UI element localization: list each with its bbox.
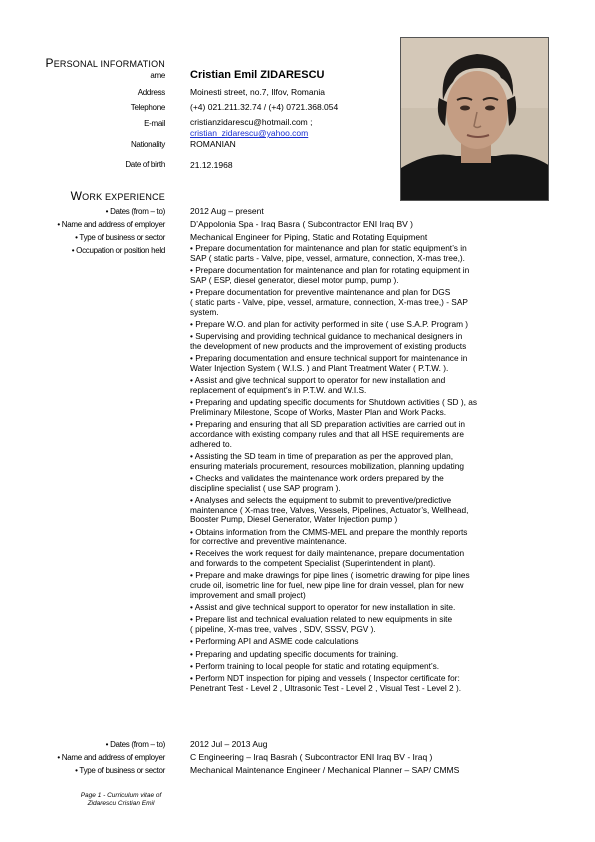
duty-line: • Receives the work request for daily maintenance, prepare documentation xyxy=(190,548,465,559)
duty-line: SAP ( static parts - Valve, pipe, vessel, armature, connection, X-mas tree,). xyxy=(190,252,465,263)
duty-item xyxy=(190,637,550,647)
duty-line: • Prepare and make drawings for pipe lines ( isometric drawing for pipe lines xyxy=(190,570,470,581)
duty-line: • Supervising and providing technical guidance to mechanical designers in xyxy=(190,330,463,341)
nationality-label: Nationality xyxy=(130,140,165,149)
job2-employer: C Engineering – Iraq Basrah ( Subcontractor ENI Iraq BV - Iraq ) xyxy=(190,752,433,762)
duty-line: • Perform training to local people for static and rotating equipment’s. xyxy=(190,660,440,671)
duty-line: SAP ( ESP, diesel generator, diesel motor pump, pump ). xyxy=(190,274,399,285)
duty-line: • Prepare documentation for preventive maintenance and plan for DGS xyxy=(190,286,451,297)
duty-item xyxy=(190,244,550,264)
job1-dates-label: • Dates (from – to) xyxy=(105,207,165,216)
job1-dates: 2012 Aug – present xyxy=(190,206,264,216)
telephone-label: Telephone xyxy=(130,103,165,112)
duty-item xyxy=(190,266,550,286)
job1-employer-label: • Name and address of employer xyxy=(57,220,165,229)
duty-item xyxy=(190,398,550,418)
duty-item xyxy=(190,615,550,635)
duty-line: • Assist and give technical support to operator for new installation and xyxy=(190,374,446,385)
duty-line: ( pipeline, X-mas tree, valves , SDV, SSSV, PGV ). xyxy=(190,624,376,635)
job2-employer-label: • Name and address of employer xyxy=(57,753,165,762)
duty-line: • Preparing and updating specific documents for Shutdown activities ( SD ), as xyxy=(190,396,477,407)
duty-item xyxy=(190,354,550,374)
duty-line: Booster Pump, Diesel Generator, Water Injection pump ) xyxy=(190,514,398,525)
duty-line: improvement and small project) xyxy=(190,590,306,601)
duty-item xyxy=(190,288,550,318)
duty-line: crude oil, isometric line for fuel, new pipe line for drain vessel, plan for new xyxy=(190,580,464,591)
duty-line: discipline specialist ( use SAP program ). xyxy=(190,482,341,493)
nationality-value: ROMANIAN xyxy=(190,139,236,149)
job2-dates: 2012 Jul – 2013 Aug xyxy=(190,739,268,749)
duty-line: the development of new products and the improvement of existing products xyxy=(190,340,467,351)
duty-line: • Preparing and ensuring that all SD preparation activities are carried out in xyxy=(190,418,466,429)
duty-line: • Prepare documentation for maintenance and plan for static equipment’s in xyxy=(190,243,467,253)
duty-line: Preliminary Milestone, Scope of Works, Master Plan and Work Packs. xyxy=(190,406,447,417)
dob-value: 21.12.1968 xyxy=(190,160,233,170)
personal-info-heading: PERSONAL INFORMATION xyxy=(45,56,165,70)
duty-line: • Prepare documentation for maintenance and plan for rotating equipment in xyxy=(190,264,470,275)
duty-line: • Obtains information from the CMMS-MEL and prepare the monthly reports xyxy=(190,526,468,537)
duty-item xyxy=(190,474,550,494)
duty-line: • Preparing and updating specific documents for training. xyxy=(190,648,399,659)
duty-line: • Perform NDT inspection for piping and vessels ( Inspector certificate for: xyxy=(190,672,460,683)
telephone-value: (+4) 021.211.32.74 / (+4) 0721.368.054 xyxy=(190,102,339,112)
duty-line: maintenance ( X-mas tree, Valves, Vessels, Pipelines, Actuator’s, Wellhead, xyxy=(190,504,469,515)
email-value-1: cristianzidarescu@hotmail.com ; xyxy=(190,117,313,127)
work-experience-heading: WORK EXPERIENCE xyxy=(70,189,165,203)
duty-item xyxy=(190,603,550,613)
duty-line: ( static parts - Valve, pipe, vessel, armature, connection, X-mas tree,) - SAP xyxy=(190,296,468,307)
name-label: ame xyxy=(150,71,165,80)
duty-item xyxy=(190,376,550,396)
duty-line: ensuring materials procurement, resources mobilization, planning updating xyxy=(190,460,464,471)
duty-line: adhered to. xyxy=(190,438,232,449)
duty-item xyxy=(190,528,550,548)
duty-item xyxy=(190,452,550,472)
duty-line: Penetrant Test - Level 2 , Ultrasonic Test - Level 2 , Visual Test - Level 2 ). xyxy=(190,682,462,693)
duty-item xyxy=(190,320,550,330)
email-link[interactable]: cristian_zidarescu@yahoo.com xyxy=(190,128,309,138)
duty-item xyxy=(190,571,550,601)
duty-line: • Prepare list and technical evaluation related to new equipments in site xyxy=(190,614,453,625)
address-value: Moinesti street, no.7, Ilfov, Romania xyxy=(190,87,325,97)
job2-dates-label: • Dates (from – to) xyxy=(105,740,165,749)
footer-line-2: Zidarescu Cristian Emil xyxy=(87,800,155,807)
duty-line: for corrective and preventive maintenance. xyxy=(190,536,347,547)
duty-line: • Assisting the SD team in time of preparation as per the approved plan, xyxy=(190,450,454,461)
duty-line: Water Injection System ( W.I.S. ) and Plant Treatment Water ( P.T.W. ). xyxy=(190,362,449,373)
duty-item xyxy=(190,650,550,660)
duty-item xyxy=(190,496,550,526)
duty-line: • Preparing documentation and ensure technical support for maintenance in xyxy=(190,352,468,363)
address-label: Address xyxy=(137,88,165,97)
job1-business-label: • Type of business or sector xyxy=(75,233,165,242)
duty-line: system. xyxy=(190,306,219,317)
duty-item xyxy=(190,662,550,672)
job1-occupation-label: • Occupation or position held xyxy=(71,246,165,255)
duty-line: • Checks and validates the maintenance work orders prepared by the xyxy=(190,472,444,483)
duty-line: replacement of equipment’s in P.T.W. and W.I.S. xyxy=(190,384,367,395)
duty-line: • Performing API and ASME code calculations xyxy=(190,636,359,647)
duty-line: • Analyses and selects the equipment to submit to preventive/predictive xyxy=(190,494,452,505)
page-footer xyxy=(66,792,176,808)
duty-item xyxy=(190,549,550,569)
footer-line-1: Page 1 - Curriculum vitae of xyxy=(80,792,162,799)
duty-line: accordance with existing company rules and that all HSE requirements are xyxy=(190,428,464,439)
duty-line: and forwards to the competent Specialist (Superintendent in plant). xyxy=(190,558,436,569)
full-name: Cristian Emil ZIDARESCU xyxy=(190,69,325,81)
job1-business: Mechanical Engineer for Piping, Static and Rotating Equipment xyxy=(190,232,428,242)
email-label: E-mail xyxy=(144,119,165,128)
job1-employer: D’Appolonia Spa - Iraq Basra ( Subcontractor ENI Iraq BV ) xyxy=(190,219,413,229)
person-portrait-icon xyxy=(401,38,549,201)
job1-duties-list xyxy=(190,244,550,696)
duty-item xyxy=(190,332,550,352)
profile-photo xyxy=(400,37,549,201)
dob-label: Date of birth xyxy=(125,160,165,169)
duty-line: • Assist and give technical support to operator for new installation in site. xyxy=(190,602,456,613)
duty-item xyxy=(190,674,550,694)
job2-business: Mechanical Maintenance Engineer / Mechanical Planner – SAP/ CMMS xyxy=(190,765,460,775)
duty-line: • Prepare W.O. and plan for activity performed in site ( use S.A.P. Program ) xyxy=(190,318,469,329)
duty-item xyxy=(190,420,550,450)
job2-business-label: • Type of business or sector xyxy=(75,766,165,775)
